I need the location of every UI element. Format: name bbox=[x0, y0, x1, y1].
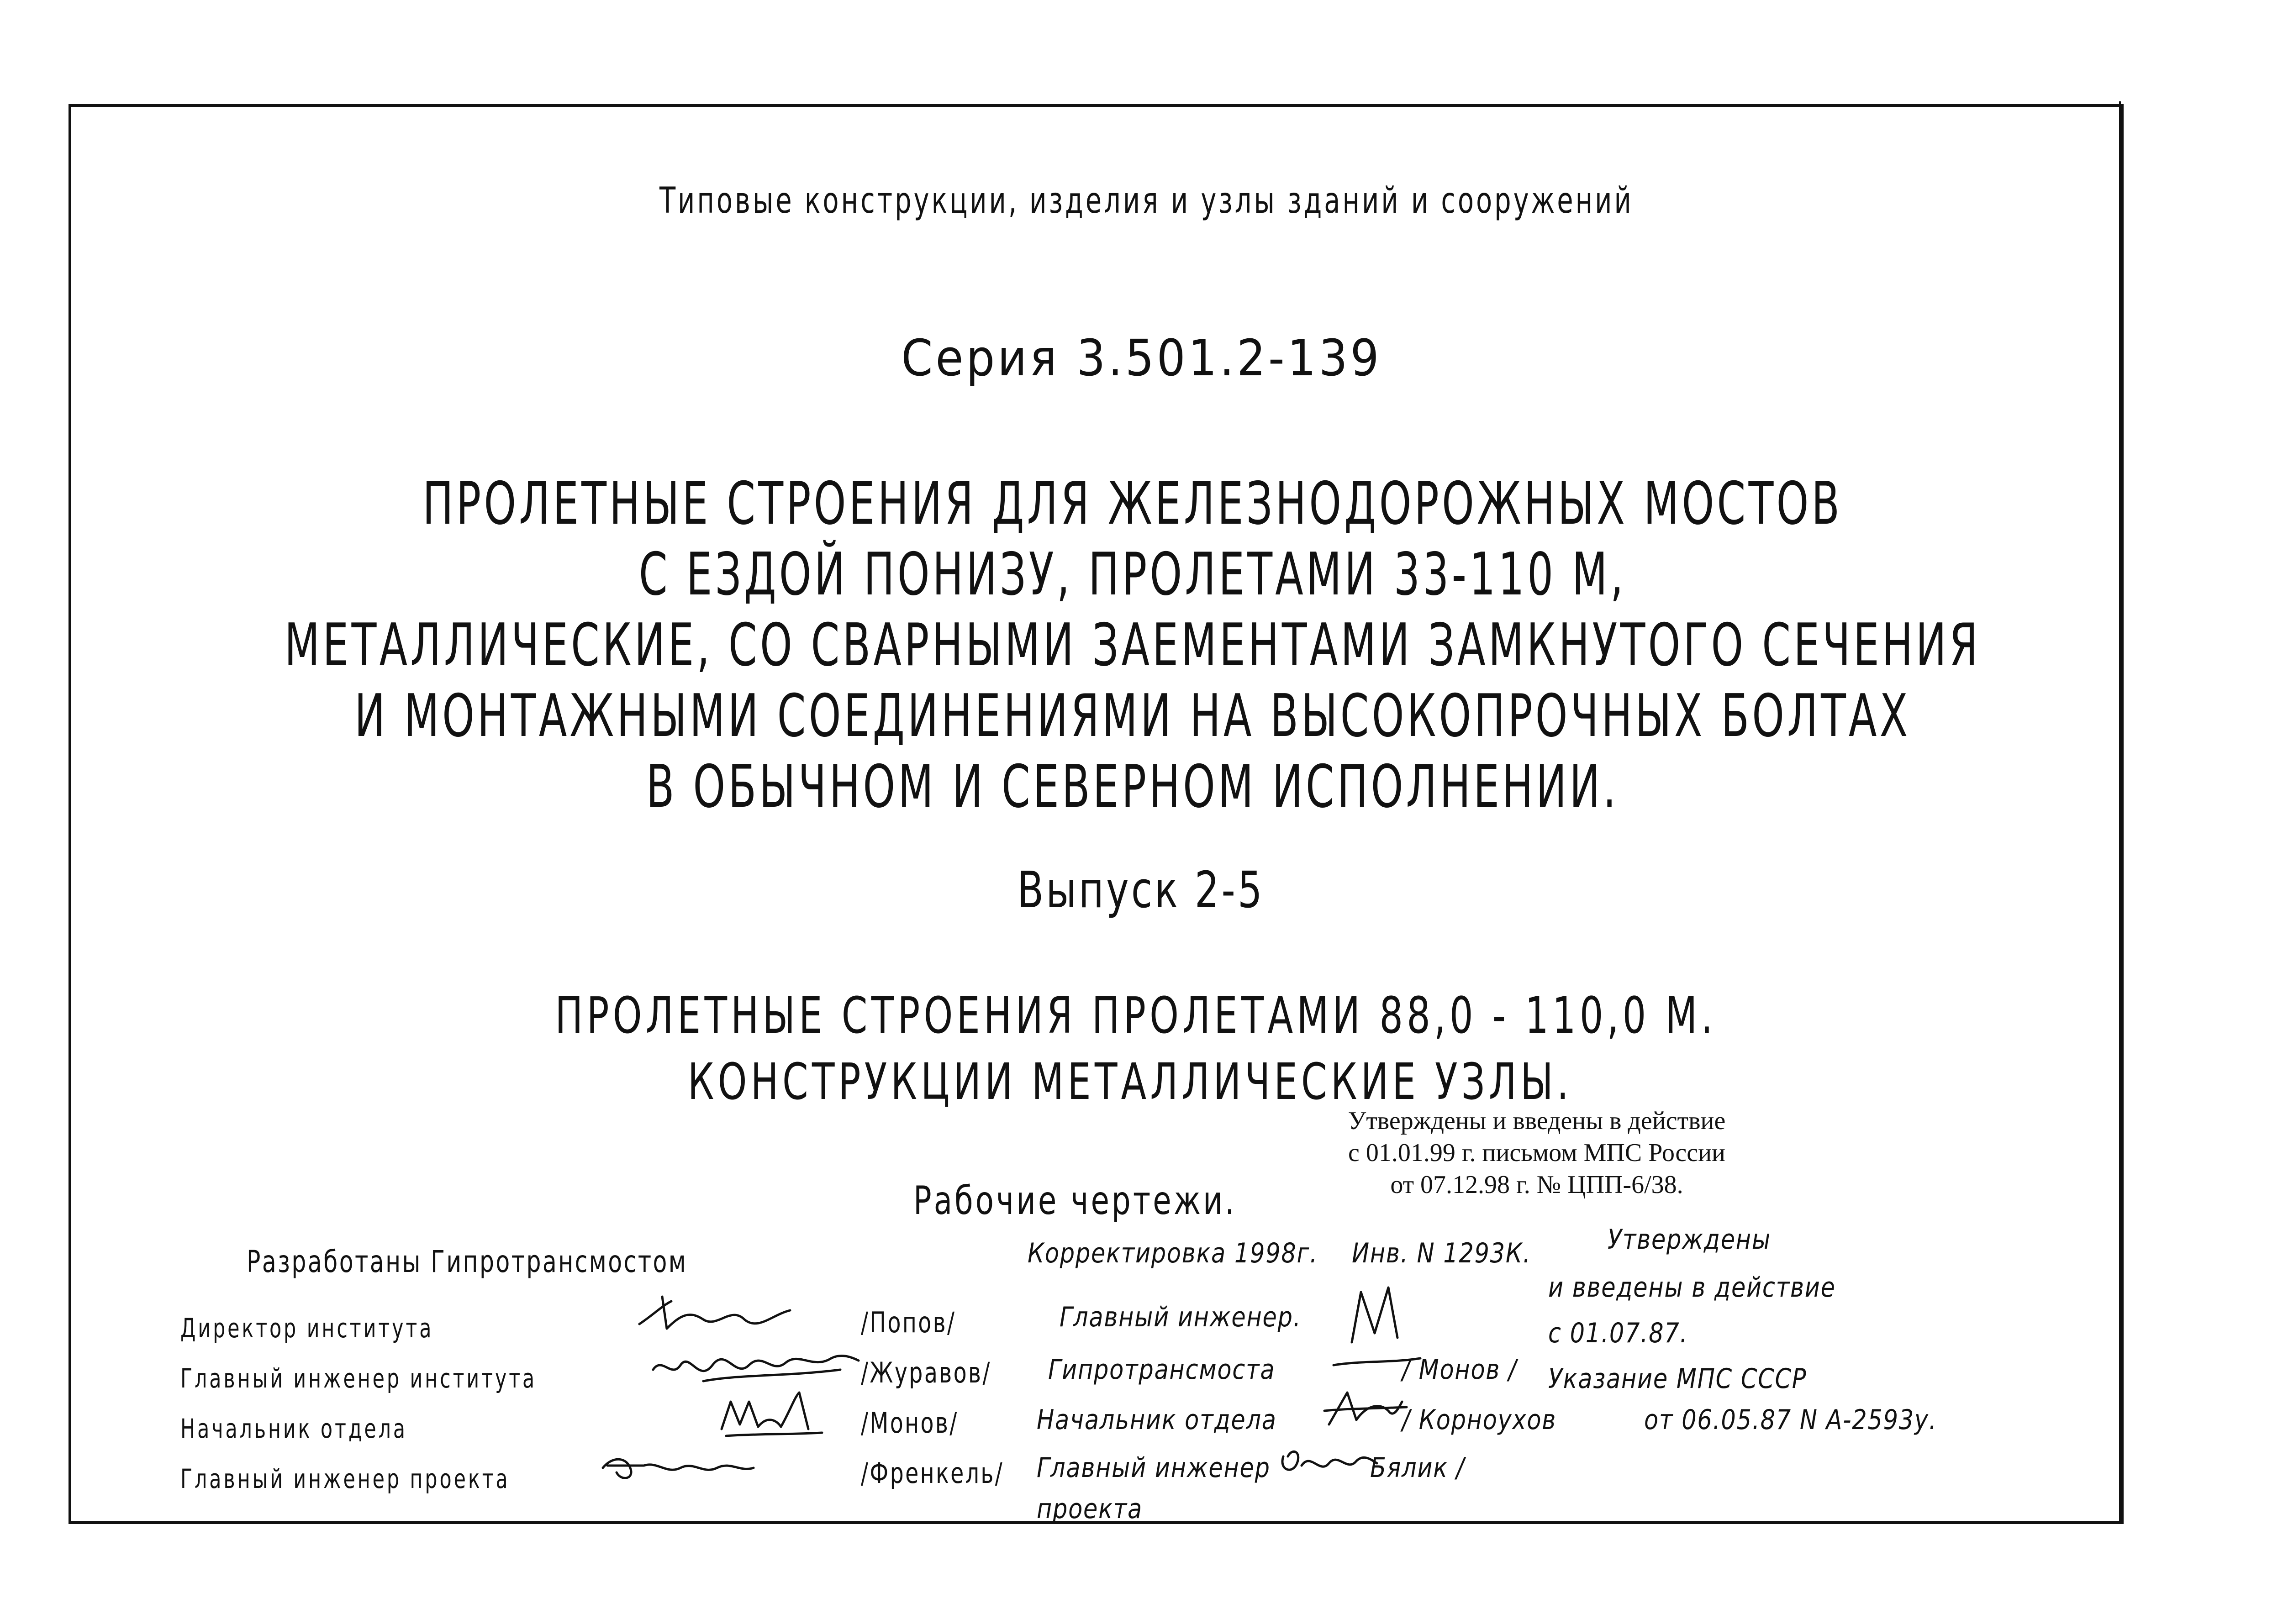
title-line-5: В ОБЫЧНОМ И СЕВЕРНОМ ИСПОЛНЕНИИ. bbox=[646, 753, 1619, 821]
title-line-3: МЕТАЛЛИЧЕСКИЕ, СО СВАРНЫМИ ЗАЕМЕНТАМИ ЗАМКНУТОГО СЕЧЕНИЯ bbox=[284, 611, 1981, 679]
signatory-role: Главный инженер проекта bbox=[180, 1463, 510, 1494]
signature-popov bbox=[635, 1288, 799, 1342]
handwritten-approval-3: с 01.07.87. bbox=[1548, 1317, 1688, 1349]
approval-stamp bbox=[1297, 1105, 1777, 1201]
handwritten-approval-1: Утверждены bbox=[1608, 1224, 1771, 1256]
signatory-name: /Монов/ bbox=[861, 1406, 959, 1440]
inventory-number: Инв. N 1293К. bbox=[1352, 1237, 1531, 1269]
correction-name-2: / Корноухов bbox=[1402, 1404, 1557, 1436]
correction-name-1: / Монов / bbox=[1402, 1354, 1517, 1386]
signature-monov bbox=[712, 1383, 827, 1443]
signature-dept-head bbox=[1320, 1383, 1411, 1434]
signatory-name: /Журавов/ bbox=[861, 1356, 991, 1389]
signatory-role: Директор института bbox=[180, 1313, 434, 1344]
signature-frenkel bbox=[598, 1447, 758, 1488]
title-line-4: И МОНТАЖНЫМИ СОЕДИНЕНИЯМИ НА ВЫСОКОПРОЧНЫХ БОЛТАХ bbox=[354, 682, 1911, 750]
title-line-2: С ЕЗДОЙ ПОНИЗУ, ПРОЛЕТАМИ 33-110 М, bbox=[638, 541, 1626, 609]
series-number: Серия 3.501.2-139 bbox=[901, 329, 1382, 387]
frame-edge-line bbox=[2119, 101, 2129, 1524]
correction-line-4: Главный инженер bbox=[1037, 1452, 1271, 1484]
collection-heading: Типовые конструкции, изделия и узлы зданий и сооружений bbox=[659, 180, 1634, 221]
signature-chief-engineer bbox=[1324, 1274, 1429, 1374]
handwritten-approval-5: от 06.05.87 N А-2593у. bbox=[1644, 1404, 1937, 1436]
subtitle-line-2: КОНСТРУКЦИИ МЕТАЛЛИЧЕСКИЕ УЗЛЫ. bbox=[687, 1052, 1572, 1111]
signature-chief-project-engineer bbox=[1274, 1438, 1379, 1484]
handwritten-approval-2: и введены в действие bbox=[1548, 1272, 1836, 1303]
signatory-role: Главный инженер института bbox=[180, 1363, 537, 1394]
correction-line-2: Гипротрансмоста bbox=[1048, 1354, 1276, 1386]
subtitle-line-1: ПРОЛЕТНЫЕ СТРОЕНИЯ ПРОЛЕТАМИ 88,0 - 110,0 М. bbox=[555, 986, 1717, 1045]
correction-name-3: Бялик / bbox=[1370, 1452, 1465, 1484]
signatory-name: /Френкель/ bbox=[861, 1456, 1004, 1490]
signatory-role: Начальник отдела bbox=[180, 1413, 408, 1444]
working-drawings-label: Рабочие чертежи. bbox=[913, 1178, 1237, 1224]
handwritten-approval-4: Указание МПС СССР bbox=[1548, 1363, 1807, 1395]
correction-line-5: проекта bbox=[1037, 1493, 1143, 1525]
issue-number: Выпуск 2-5 bbox=[1017, 861, 1265, 919]
correction-line-1: Главный инженер. bbox=[1060, 1301, 1302, 1333]
approval-stamp-line-2: с 01.01.99 г. письмом МПС России bbox=[1348, 1139, 1726, 1167]
title-line-1: ПРОЛЕТНЫЕ СТРОЕНИЯ ДЛЯ ЖЕЛЕЗНОДОРОЖНЫХ МОСТОВ bbox=[422, 470, 1843, 538]
approval-stamp-line-1: Утверждены и введены в действие bbox=[1348, 1107, 1726, 1135]
correction-line-3: Начальник отдела bbox=[1037, 1404, 1277, 1436]
developer-label: Разработаны Гипротрансмостом bbox=[247, 1244, 688, 1279]
signatory-name: /Попов/ bbox=[861, 1306, 956, 1339]
approval-stamp-line-3: от 07.12.98 г. № ЦПП-6/38. bbox=[1390, 1171, 1683, 1199]
correction-title: Корректировка 1998г. bbox=[1028, 1237, 1318, 1269]
